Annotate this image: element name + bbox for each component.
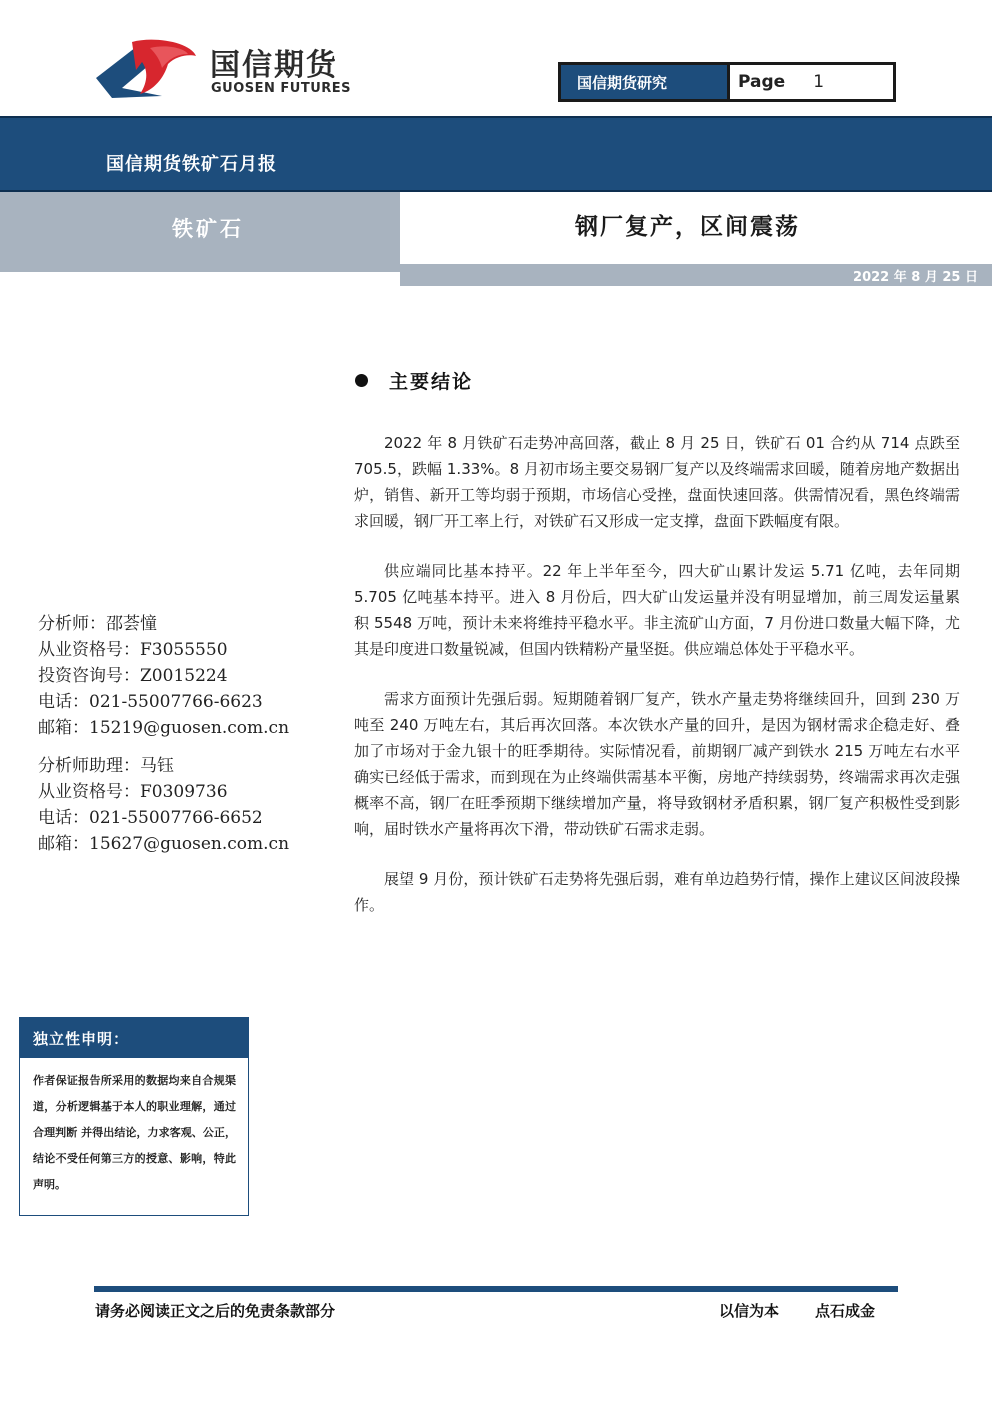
page-number-box <box>727 65 893 99</box>
independence-title: 独立性申明： <box>20 1018 248 1058</box>
analyst-consulting-number: 投资咨询号：Z0015224 <box>38 666 228 686</box>
disclaimer-notice: 请务必阅读正文之后的免责条款部分 <box>95 1302 336 1320</box>
independence-statement <box>19 1017 249 1216</box>
analyst-card <box>38 611 289 741</box>
motto-2: 点石成金 <box>815 1302 876 1320</box>
paragraph: 供应端同比基本持平。22 年上半年至今，四大矿山累计发运 5.71 亿吨，去年同期 5.705 亿吨基本持平。进入 8 月份后，四大矿山发运量并没有明显增加，前三周发运量累积 5548 万吨，预计未来将维持平稳水平。非主流矿山方面，7 月份进口数量大幅下降，尤其是印度进口数量锐减，但国内铁精粉产量坚挺。供应端总体处于平稳水平。 <box>354 562 960 658</box>
report-category: 铁矿石 <box>172 217 244 241</box>
analyst-qualification: 从业资格号：F3055550 <box>38 640 228 660</box>
paragraph: 展望 9 月份，预计铁矿石走势将先强后弱，难有单边趋势行情，操作上建议区间波段操作。 <box>354 870 960 914</box>
analyst-name: 分析师助理：马钰 <box>38 756 174 776</box>
analyst-phone: 电话：021-55007766-6652 <box>38 808 263 828</box>
report-date: 2022 年 8 月 25 日 <box>853 270 978 285</box>
independence-body: 作者保证报告所采用的数据均来自合规渠道，分析逻辑基于本人的职业理解，通过合理判断 并得出结论，力求客观、公正，结论不受任何第三方的授意、影响，特此声明。 <box>33 1074 236 1191</box>
analyst-info <box>38 611 289 869</box>
page-number: 1 <box>813 72 825 92</box>
analyst-email: 邮箱：15627@guosen.com.cn <box>38 834 290 854</box>
report-series-title: 国信期货铁矿石月报 <box>106 154 277 175</box>
company-motto <box>719 1300 875 1321</box>
brand-name-cn: 国信期货 <box>210 48 338 83</box>
footer-divider <box>94 1286 898 1292</box>
guosen-logo-icon <box>92 38 200 102</box>
motto-1: 以信为本 <box>719 1302 780 1320</box>
paragraph: 2022 年 8 月铁矿石走势冲高回落，截止 8 月 25 日，铁矿石 01 合约从 714 点跌至 705.5，跌幅 1.33%。8 月初市场主要交易钢厂复产以及终端需求回暖，随着房地产数据出炉，销售、新开工等均弱于预期，市场信心受挫，盘面快速回落。供需情况看，黑色终端需求回暖，钢厂开工率上行，对铁矿石又形成一定支撑，盘面下跌幅度有限。 <box>354 434 960 530</box>
analyst-email: 邮箱：15219@guosen.com.cn <box>38 718 290 738</box>
page-label: Page <box>738 72 786 92</box>
section-title: 主要结论 <box>389 371 474 393</box>
analyst-name: 分析师：邵荟憧 <box>38 614 157 634</box>
analyst-phone: 电话：021-55007766-6623 <box>38 692 263 712</box>
paragraph: 需求方面预计先强后弱。短期随着钢厂复产，铁水产量走势将继续回升，回到 230 万吨至 240 万吨左右，其后再次回落。本次铁水产量的回升，是因为钢材需求企稳走好、叠加了市场对于金九银十的旺季期待。实际情况看，前期钢厂减产到铁水 215 万吨左右水平确实已经低于需求，而到现在为止终端供需基本平衡，房地产持续弱势，终端需求再次走强概率不高，钢厂在旺季预期下继续增加产量，将导致钢材矛盾积累，钢厂复产积极性受到影响，届时铁水产量将再次下滑，带动铁矿石需求走弱。 <box>354 690 960 838</box>
brand-name-en: GUOSEN FUTURES <box>211 81 352 96</box>
page-indicator <box>558 62 896 102</box>
analyst-qualification: 从业资格号：F0309736 <box>38 782 228 802</box>
research-label: 国信期货研究 <box>561 65 727 99</box>
bullet-icon <box>355 374 368 387</box>
conclusion-body <box>354 430 960 942</box>
analyst-card <box>38 753 289 857</box>
report-headline: 钢厂复产，区间震荡 <box>575 214 800 240</box>
